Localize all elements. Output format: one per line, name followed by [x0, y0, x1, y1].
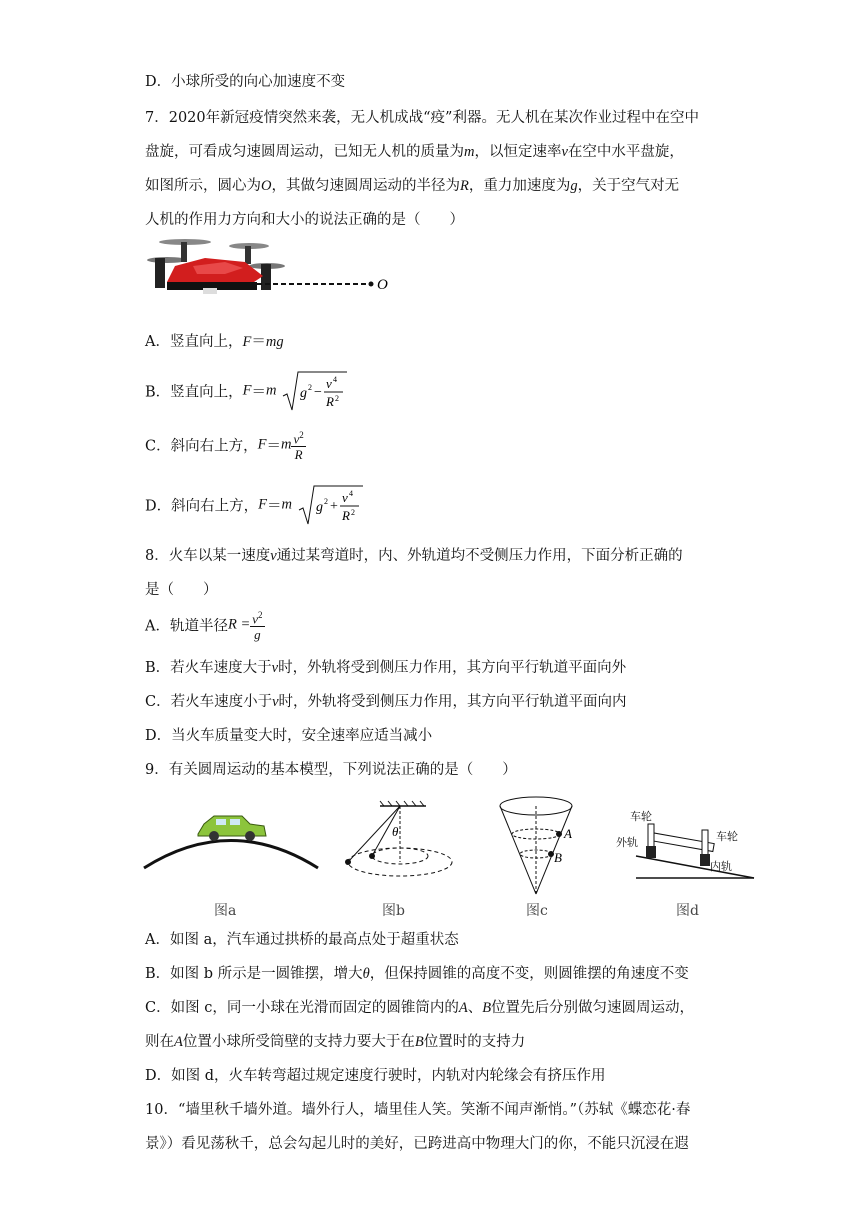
sqrt-formula-d: [297, 484, 363, 526]
svg-text:2: 2: [308, 383, 313, 392]
q10-stem-line2: 景》）看见荡秋千，总会勾起儿时的美好，已跨进高中物理大门的你，不能只沉浸在遐: [145, 1136, 689, 1152]
figure-a-caption: 图a: [214, 903, 237, 919]
svg-text:4: 4: [333, 375, 338, 384]
svg-text:g: g: [315, 500, 323, 515]
q8-option-b: B．若火车速度大于v时，外轨将受到侧压力作用，其方向平行轨道平面向外: [145, 660, 627, 676]
figure-d-banked-track: [612, 806, 772, 882]
q7-stem-line3: 如图所示，圆心为O，其做匀速圆周运动的半径为R，重力加速度为g，关于空气对无: [145, 178, 680, 194]
q8-option-d: D．当火车质量变大时，安全速率应适当减小: [145, 728, 433, 744]
q9-option-b: B．如图 b 所示是一圆锥摆，增大θ，但保持圆锥的高度不变，则圆锥摆的角速度不变: [145, 966, 689, 982]
figure-c-caption: 图c: [526, 903, 548, 919]
figure-b-caption: 图b: [382, 903, 405, 919]
q7-option-b: B．竖直向上，F＝m g 2 − v 4 R 2: [145, 370, 347, 412]
svg-text:R: R: [326, 394, 335, 409]
figure-d-caption: 图d: [676, 903, 699, 919]
svg-text:车轮: 车轮: [716, 831, 738, 843]
svg-text:4: 4: [348, 489, 353, 498]
q9-option-c-line2: 则在A位置小球所受筒壁的支持力要大于在B位置时的支持力: [145, 1034, 526, 1050]
svg-text:v: v: [326, 376, 332, 391]
q10-stem-line1: 10．“墙里秋千墙外道。墙外行人，墙里佳人笑。笑渐不闻声渐悄。”（苏轼《蝶恋花·春: [145, 1102, 691, 1118]
svg-text:R: R: [341, 508, 350, 523]
q8-option-a: A．轨道半径R = $\frac{v^2}{g}$: [145, 610, 263, 643]
q9-option-c-line1: C．如图 c，同一小球在光滑而固定的圆锥筒内的A、B位置先后分别做匀速圆周运动，: [145, 1000, 695, 1016]
q7-option-a: A．竖直向上，F＝mg: [145, 334, 284, 350]
svg-text:外轨: 外轨: [616, 837, 638, 849]
q8-stem-line1: 8．火车以某一速度v通过某弯道时，内、外轨道均不受侧压力作用，下面分析正确的: [145, 548, 683, 564]
q7-option-d: D．斜向右上方，F＝m g 2 + v 4 R 2: [145, 484, 363, 526]
svg-text:A: A: [564, 826, 572, 841]
q9-stem: 9．有关圆周运动的基本模型，下列说法正确的是（ ）: [145, 762, 517, 778]
q8-stem-line2: 是（ ）: [145, 582, 218, 598]
drone-figure: [145, 236, 395, 300]
svg-text:2: 2: [335, 394, 340, 403]
svg-text:B: B: [554, 850, 562, 865]
q7-stem-line1: 7．2020年新冠疫情突然来袭，无人机成战“疫”利器。无人机在某次作业过程中在空中: [145, 110, 699, 126]
q7-stem-line2: 盘旋，可看成匀速圆周运动，已知无人机的质量为m，以恒定速率v在空中水平盘旋，: [145, 144, 684, 160]
q8-option-c: C．若火车速度小于v时，外轨将受到侧压力作用，其方向平行轨道平面向内: [145, 694, 627, 710]
drone-center-label: O: [377, 277, 388, 293]
figure-c-cone: [494, 792, 586, 896]
q9-option-a: A．如图 a，汽车通过拱桥的最高点处于超重状态: [145, 932, 459, 948]
svg-text:内轨: 内轨: [710, 861, 732, 873]
sqrt-formula-b: [281, 370, 347, 412]
figure-a-arch-bridge: [142, 808, 320, 872]
q6-option-d: D．小球所受的向心加速度不变: [145, 74, 346, 90]
q9-option-d: D．如图 d，火车转弯超过规定速度行驶时，内轨对内轮缘会有挤压作用: [145, 1068, 606, 1084]
figure-b-conical-pendulum: [340, 800, 460, 892]
svg-text:v: v: [341, 490, 348, 505]
svg-text:2: 2: [323, 497, 328, 506]
svg-text:g: g: [300, 386, 308, 401]
svg-text:θ: θ: [392, 824, 399, 839]
svg-text:车轮: 车轮: [630, 811, 652, 823]
svg-text:+: +: [329, 499, 338, 514]
q7-option-c: C．斜向右上方，F＝m $\frac{v^2}{R}$: [145, 430, 304, 463]
svg-text:2: 2: [350, 508, 355, 517]
q7-stem-line4: 人机的作用力方向和大小的说法正确的是（ ）: [145, 212, 464, 228]
svg-text:−: −: [314, 385, 323, 400]
